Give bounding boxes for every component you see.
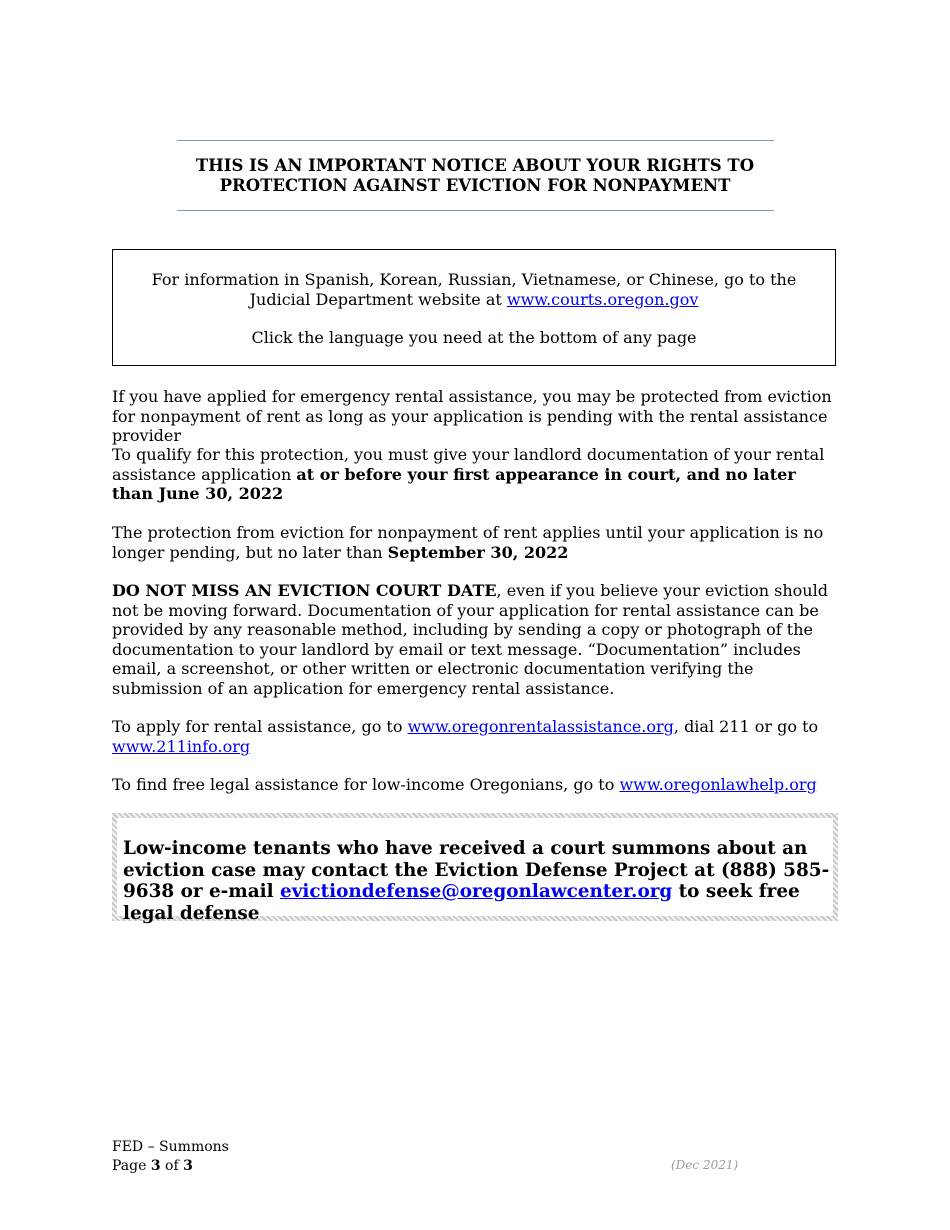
footer-page-total: 3 [183, 1158, 193, 1174]
paragraph-duration [112, 523, 840, 562]
footer-form-name: FED – Summons [112, 1139, 229, 1155]
eviction-defense-callout [112, 813, 838, 924]
title-line-2: PROTECTION AGAINST EVICTION FOR NONPAYMENT [219, 175, 731, 195]
paragraph-court-date [112, 581, 840, 698]
footer-page-number [112, 1157, 229, 1176]
paragraph-legal-help [112, 775, 840, 795]
paragraph-duration-text: The protection from eviction for nonpayment of rent applies until your application is no longer pending, but no later than [112, 523, 824, 562]
eviction-defense-text-1: Low-income tenants who have received a court summons about an eviction case may contact the Eviction Defense Project at (888) 585-9638 or e-mail [123, 838, 830, 902]
paragraph-protection-text: If you have applied for emergency rental assistance, you may be protected from eviction for nonpayment of rent as long as your application is pending with the rental assistance provider [112, 387, 832, 445]
211info-link[interactable]: www.211info.org [112, 736, 251, 756]
footer-page-of: of [160, 1158, 184, 1174]
footer-page-current: 3 [150, 1158, 161, 1174]
eviction-defense-text-2: to seek free legal defense [123, 881, 800, 924]
language-info-text [113, 270, 835, 309]
title-bottom-rule [177, 210, 774, 211]
courts-website-link[interactable]: www.courts.oregon.gov [506, 289, 699, 309]
footer-revision-date: (Dec 2021) [671, 1158, 739, 1172]
language-info-sentence: For information in Spanish, Korean, Russian, Vietnamese, or Chinese, go to the Judicial Department website at [151, 270, 797, 309]
title-top-rule [177, 140, 774, 141]
paragraph-apply-text-1: To apply for rental assistance, go to [112, 717, 408, 736]
footer-page-prefix: Page [112, 1158, 151, 1174]
paragraph-protection [112, 387, 840, 446]
notice-title [140, 156, 810, 195]
paragraph-legal-help-text: To find free legal assistance for low-income Oregonians, go to [112, 775, 620, 794]
paragraph-qualify-text: To qualify for this protection, you must give your landlord documentation of your rental assistance application [112, 445, 825, 484]
court-date-warning: DO NOT MISS AN EVICTION COURT DATE [112, 581, 497, 600]
rental-assistance-link[interactable]: www.oregonrentalassistance.org [407, 717, 674, 736]
paragraph-duration-date: September 30, 2022 [387, 542, 569, 562]
eviction-defense-text [123, 838, 831, 924]
oregonlawhelp-link[interactable]: www.oregonlawhelp.org [619, 775, 817, 794]
language-instruction: Click the language you need at the bottom of any page [251, 328, 697, 347]
footer-form-info [112, 1138, 229, 1176]
paragraph-qualify [112, 445, 840, 504]
paragraph-court-date-text: , even if you believe your eviction should not be moving forward. Documentation of your application for rental assistance can be provided by any reasonable method, including by sending a copy or photograph of the documentation to your landlord by email or text message. “Documentation” includes email, a screenshot, or other written or electronic documentation verifying the submission of an application for emergency rental assistance. [112, 581, 828, 698]
paragraph-qualify-deadline: at or before your first appearance in court, and no later than June 30, 2022 [112, 464, 796, 503]
paragraph-apply [112, 717, 840, 756]
language-info-box [112, 249, 836, 366]
eviction-defense-email-link[interactable]: evictiondefense@oregonlawcenter.org [280, 881, 673, 902]
paragraph-apply-text-2: , dial 211 or go to [673, 717, 819, 736]
title-line-1: THIS IS AN IMPORTANT NOTICE ABOUT YOUR RIGHTS TO [195, 156, 755, 175]
